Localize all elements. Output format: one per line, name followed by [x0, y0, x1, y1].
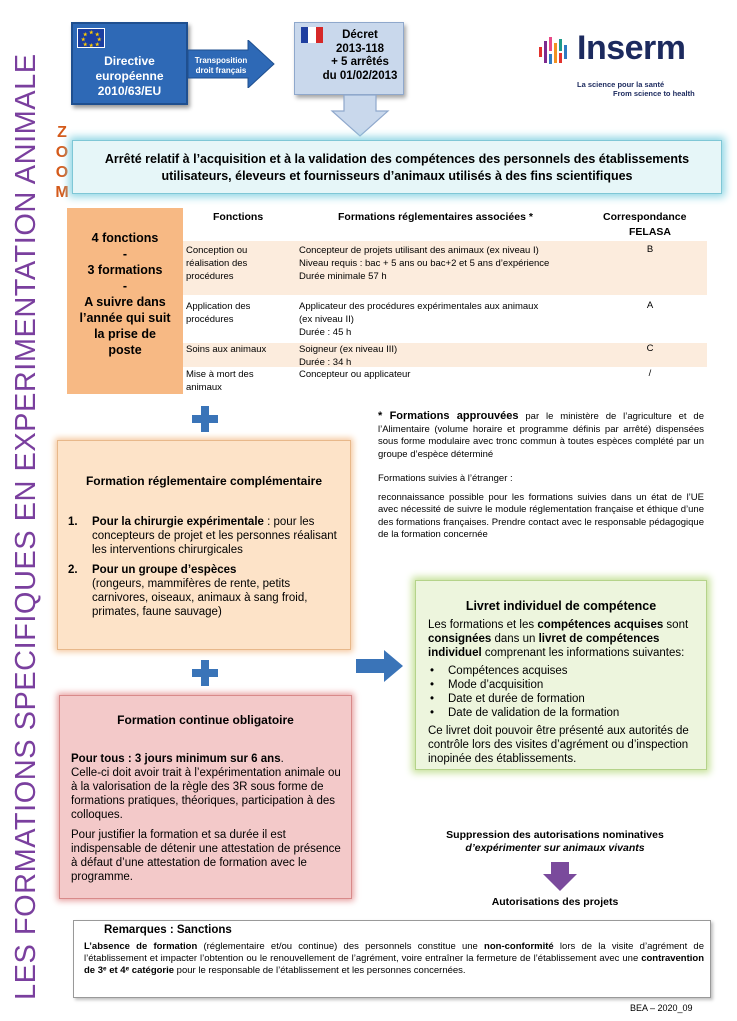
summary-line: 4 fonctions — [91, 231, 159, 245]
arrete-line: utilisateurs, éleveurs et fournisseurs d’animaux utilisés à des fins scientifiques — [161, 169, 633, 183]
remarques-text: pour le responsable de l’établissement et les personnes concernées. — [174, 965, 466, 976]
inserm-logo-icon — [537, 33, 573, 67]
cell-fonction: procédures — [186, 314, 234, 325]
item-number: 2. — [68, 564, 78, 576]
summary-line: - — [122, 279, 128, 293]
summary-box — [67, 208, 183, 394]
plus-icon — [190, 658, 220, 688]
header-fonctions: Fonctions — [213, 211, 264, 223]
list-item: • Date et durée de formation — [428, 692, 703, 706]
logo-tagline-fr: La science pour la santé — [577, 80, 665, 89]
foreign-note — [378, 473, 704, 542]
arrete-line: Arrêté relatif à l’acquisition et à la validation des compétences des personnels des établissements — [104, 152, 690, 166]
livret-text: comprenant les informations suivantes: — [481, 647, 685, 659]
logo-tagline-en: From science to health — [613, 89, 695, 98]
footer-reference: BEA – 2020_09 — [630, 1003, 693, 1013]
summary-line: poste — [108, 343, 142, 357]
zoom-letter: O — [55, 164, 69, 181]
cell-fonction: animaux — [186, 382, 222, 393]
foreign-colon: : — [507, 473, 513, 484]
zoom-letter: Z — [57, 124, 67, 141]
decret-line: + 5 arrêtés — [331, 56, 389, 68]
regcomp-item — [68, 563, 343, 619]
approved-text: par le ministère de l’agriculture et de l’Alimentaire (volume horaire et programme définis par arrêté) dispensées sous forme modulaire avec tronc commun à toutes espèces complété par un groupe d’espèce déterminé — [378, 411, 704, 460]
cell-felasa: B — [646, 244, 654, 255]
side-title: LES FORMATIONS SPECIFIQUES EN EXPERIMENTATION ANIMALE — [10, 53, 42, 1000]
continue-paragraph: Celle-ci doit avoir trait à l’expérimentation animale ou à la valorisation de la règle des 3R sous forme de formations pratiques, théoriques, participation à des colloques. — [71, 767, 341, 821]
transposition-line: Transposition — [194, 56, 248, 65]
livret-bold: consignées — [428, 633, 492, 645]
livret-text: sont — [663, 619, 689, 631]
decret-line: 2013-118 — [336, 42, 384, 55]
cell-formation: Applicateur des procédures expérimentales aux animaux — [299, 301, 539, 312]
cell-fonction: Mise à mort des — [186, 369, 254, 380]
livret-bold: compétences acquises — [537, 619, 664, 631]
cell-formation: Durée : 34 h — [299, 357, 352, 368]
header-formations: Formations réglementaires associées * — [338, 211, 533, 223]
livret-text: Les formations et les — [428, 619, 538, 631]
inserm-wordmark: Inserm — [577, 29, 686, 67]
decret-line: Décret — [342, 29, 378, 41]
inserm-logo — [535, 25, 705, 105]
cell-felasa: C — [646, 343, 654, 354]
cell-formation: Concepteur de projets utilisant des animaux (ex niveau I) — [299, 245, 539, 256]
approved-note — [378, 410, 704, 461]
livret-list — [428, 664, 703, 720]
down-arrow-purple-icon — [542, 862, 578, 892]
cell-formation: Concepteur ou applicateur — [299, 369, 411, 380]
regcomp-item — [68, 515, 343, 557]
livret-title: Livret individuel de compétence — [465, 599, 657, 613]
right-arrow-icon — [356, 650, 404, 682]
transposition-label — [186, 56, 256, 76]
cell-fonction: Conception ou — [186, 245, 248, 256]
cell-felasa: A — [646, 300, 654, 311]
eu-flag-icon: ★ ★ ★ ★ ★ ★ ★ ★ — [77, 28, 105, 48]
remarques-bold: non-conformité — [484, 941, 554, 952]
regcomp-title: Formation réglementaire complémentaire — [85, 474, 323, 488]
down-arrow-icon — [330, 95, 390, 137]
directive-line: européenne — [95, 69, 164, 83]
continue-title: Formation continue obligatoire — [117, 713, 294, 727]
zoom-label — [54, 123, 70, 203]
cell-formation: Durée minimale 57 h — [299, 271, 387, 282]
remarques-bold: contravention de 3ᵉ et 4ᵉ catégorie — [84, 953, 704, 976]
approved-title: * Formations approuvées — [378, 410, 519, 422]
livret-outro: Ce livret doit pouvoir être présenté aux autorités de contrôle lors des visites d’agrément ou d’inspection inopinée des établissements. — [428, 725, 689, 765]
summary-line: A suivre dans — [84, 295, 166, 309]
directive-line: 2010/63/EU — [97, 84, 162, 98]
livret-bold: livret de compétences individuel — [428, 633, 660, 659]
regcomp-box — [57, 440, 351, 650]
header-felasa: FELASA — [629, 226, 671, 238]
livret-intro — [428, 618, 703, 660]
autorisations-text: Autorisations des projets — [491, 896, 619, 908]
table-row — [183, 297, 707, 341]
item-number: 1. — [68, 516, 78, 528]
item-text: (rongeurs, mammifères de rente, petits carnivores, oiseaux, animaux à sang froid, primates, faune sauvage) — [92, 578, 308, 618]
cell-formation: Niveau requis : bac + 5 ans ou bac+2 et 5 ans d’expérience — [299, 258, 550, 269]
table-row — [183, 368, 707, 394]
suppression-text — [410, 829, 700, 855]
suppression-line: Suppression des autorisations nominatives — [446, 829, 664, 841]
item-bold: Pour la chirurgie expérimentale — [92, 516, 264, 528]
remarques-text: lors de la visite d’agrément de l’établissement et impacter l’obtention ou le renouvellement de l’agrément, voire entraîner la fermeture de l’établissement avec une — [84, 941, 704, 964]
remarques-title: Remarques : Sanctions — [104, 924, 232, 936]
list-item: • Compétences acquises — [428, 664, 703, 678]
arrete-banner — [72, 140, 722, 194]
decret-box — [294, 22, 404, 95]
plus-icon — [190, 404, 220, 434]
table-row — [183, 343, 707, 367]
summary-line: 3 formations — [87, 263, 163, 277]
remarques-body — [84, 941, 704, 977]
cell-fonction: réalisation des — [186, 258, 248, 269]
formations-table — [183, 208, 707, 394]
foreign-title: Formations suivies à l’étranger — [378, 473, 508, 484]
cell-formation: Durée : 45 h — [299, 327, 352, 338]
cell-fonction: Application des — [186, 301, 251, 312]
header-correspondance: Correspondance — [603, 211, 687, 223]
continue-bold: Pour tous : 3 jours minimum sur 6 ans — [71, 753, 281, 765]
foreign-text: reconnaissance possible pour les formations suivies dans un état de l’UE avec nécessité de suivre le module réglementation française et éthique d’une des formations françaises. Prendre contact avec le responsable pédagogique de la formation concernée — [378, 491, 704, 540]
cell-formation: (ex niveau II) — [299, 314, 354, 325]
livret-text: dans un — [491, 633, 539, 645]
item-bold: Pour un groupe d’espèces — [92, 564, 237, 576]
zoom-letter: M — [55, 184, 69, 201]
continue-box — [59, 695, 352, 899]
cell-formation: Soigneur (ex niveau III) — [299, 344, 398, 355]
remarques-box — [73, 920, 711, 998]
suppression-line: d’expérimenter sur animaux vivants — [465, 842, 645, 854]
remarques-text: (réglementaire et/ou continue) des personnels constitue une — [197, 941, 485, 952]
cell-fonction: procédures — [186, 271, 234, 282]
item-text: : pour les concepteurs de projet et les personnes réalisant les interventions chirurgicales — [92, 516, 337, 556]
list-item: • Mode d’acquisition — [428, 678, 703, 692]
remarques-bold: L’absence de formation — [84, 941, 198, 952]
decret-line: du 01/02/2013 — [322, 69, 398, 82]
summary-line: l’année qui suit — [79, 311, 171, 325]
continue-paragraph: Pour justifier la formation et sa durée il est indispensable de détenir une attestation de présence à défaut d’une attestation de formation avec le programme. — [71, 829, 341, 883]
continue-dot: . — [280, 753, 284, 765]
cell-felasa: / — [648, 368, 652, 379]
table-row — [183, 241, 707, 295]
zoom-letter: O — [55, 144, 69, 161]
directive-box — [71, 22, 188, 105]
transposition-line: droit français — [195, 66, 247, 75]
livret-box — [415, 580, 707, 770]
summary-line: la prise de — [94, 327, 156, 341]
list-item: • Date de validation de la formation — [428, 706, 703, 720]
cell-fonction: Soins aux animaux — [186, 344, 267, 355]
summary-line: - — [122, 247, 128, 261]
directive-line: Directive — [104, 54, 155, 68]
